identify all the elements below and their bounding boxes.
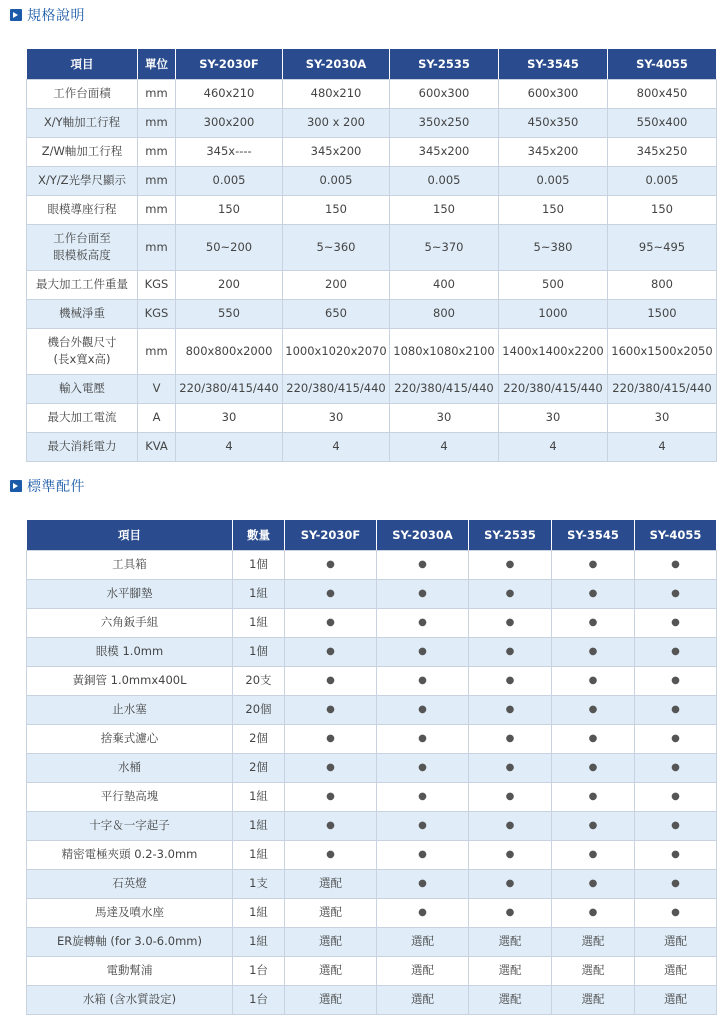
column-header: SY-4055 (635, 520, 717, 550)
spec-value-cell: 5~370 (390, 224, 499, 270)
spec-value-cell: 5~360 (283, 224, 390, 270)
column-header: SY-4055 (608, 49, 717, 79)
included-dot-icon: ● (552, 898, 635, 927)
included-dot-icon: ● (552, 666, 635, 695)
accessory-qty-cell: 1支 (233, 869, 285, 898)
table-row (27, 195, 717, 224)
accessory-item-cell: 黃銅管 1.0mmx400L (27, 666, 233, 695)
spec-value-cell: 350x250 (390, 108, 499, 137)
accessory-qty-cell: 1組 (233, 898, 285, 927)
spec-unit-cell: KGS (138, 299, 176, 328)
table-row (27, 724, 717, 753)
included-dot-icon: ● (552, 550, 635, 579)
accessory-qty-cell: 1組 (233, 927, 285, 956)
spec-unit-cell: mm (138, 166, 176, 195)
spec-value-cell: 150 (176, 195, 283, 224)
included-dot-icon: ● (469, 579, 552, 608)
accessory-item-cell: 水平腳墊 (27, 579, 233, 608)
included-dot-icon: ● (377, 811, 469, 840)
spec-value-cell: 4 (176, 432, 283, 461)
accessory-item-cell: 水箱 (含水質設定) (27, 985, 233, 1014)
included-dot-icon: ● (469, 666, 552, 695)
spec-item-cell (27, 108, 138, 137)
included-dot-icon: ● (377, 840, 469, 869)
included-dot-icon: ● (377, 869, 469, 898)
included-dot-icon: ● (552, 782, 635, 811)
spec-value-cell: 220/380/415/440 (176, 374, 283, 403)
included-dot-icon: ● (377, 782, 469, 811)
included-dot-icon: ● (635, 869, 717, 898)
spec-value-cell: 345x250 (608, 137, 717, 166)
spec-item-cell (27, 166, 138, 195)
spec-value-cell: 0.005 (390, 166, 499, 195)
spec-item-label: 機台外觀尺寸 (47, 335, 117, 349)
spec-unit-cell: mm (138, 108, 176, 137)
table-row (27, 579, 717, 608)
included-dot-icon: ● (552, 811, 635, 840)
accessory-item-cell: 平行墊高塊 (27, 782, 233, 811)
accessory-qty-cell: 2個 (233, 724, 285, 753)
included-dot-icon: ● (635, 840, 717, 869)
spec-item-cell (27, 328, 138, 374)
spec-item-cell (27, 270, 138, 299)
column-header: 項目 (27, 520, 233, 550)
accessory-item-cell: 石英燈 (27, 869, 233, 898)
accessory-qty-cell: 20支 (233, 666, 285, 695)
included-dot-icon: ● (285, 753, 377, 782)
included-dot-icon: ● (635, 695, 717, 724)
optional-label: 選配 (635, 985, 717, 1014)
spec-value-cell: 220/380/415/440 (283, 374, 390, 403)
spec-item-label: 工作台面積 (53, 86, 111, 100)
table-row (27, 985, 717, 1014)
spec-item-cell (27, 299, 138, 328)
included-dot-icon: ● (552, 695, 635, 724)
included-dot-icon: ● (469, 869, 552, 898)
included-dot-icon: ● (635, 724, 717, 753)
spec-value-cell: 220/380/415/440 (608, 374, 717, 403)
spec-value-cell: 4 (608, 432, 717, 461)
spec-value-cell: 345x200 (283, 137, 390, 166)
optional-label: 選配 (285, 869, 377, 898)
table-row (27, 898, 717, 927)
spec-item-label: 機械淨重 (59, 306, 105, 320)
included-dot-icon: ● (635, 811, 717, 840)
column-header: SY-3545 (499, 49, 608, 79)
spec-value-cell: 200 (176, 270, 283, 299)
accessory-item-cell: 馬達及噴水座 (27, 898, 233, 927)
spec-value-cell: 4 (499, 432, 608, 461)
spec-item-cell (27, 137, 138, 166)
spec-unit-cell: KGS (138, 270, 176, 299)
column-header: SY-2535 (390, 49, 499, 79)
included-dot-icon: ● (285, 782, 377, 811)
table-row (27, 666, 717, 695)
included-dot-icon: ● (285, 579, 377, 608)
spec-value-cell: 150 (390, 195, 499, 224)
table-row (27, 79, 717, 108)
column-header: 數量 (233, 520, 285, 550)
column-header: SY-2030A (377, 520, 469, 550)
optional-label: 選配 (552, 927, 635, 956)
optional-label: 選配 (552, 956, 635, 985)
spec-unit-cell: mm (138, 195, 176, 224)
optional-label: 選配 (285, 985, 377, 1014)
spec-item-label: 眼模導座行程 (47, 202, 117, 216)
spec-value-cell: 1000x1020x2070 (283, 328, 390, 374)
optional-label: 選配 (285, 927, 377, 956)
spec-value-cell: 4 (283, 432, 390, 461)
spec-unit-cell: mm (138, 328, 176, 374)
accessory-item-cell: 電動幫浦 (27, 956, 233, 985)
included-dot-icon: ● (469, 608, 552, 637)
accessory-qty-cell: 20個 (233, 695, 285, 724)
optional-label: 選配 (469, 927, 552, 956)
accessory-item-cell: 水桶 (27, 753, 233, 782)
accessory-qty-cell: 1個 (233, 550, 285, 579)
included-dot-icon: ● (552, 579, 635, 608)
accessory-qty-cell: 1組 (233, 811, 285, 840)
accessories-section-title: 標準配件 (10, 476, 85, 496)
included-dot-icon: ● (635, 666, 717, 695)
included-dot-icon: ● (635, 898, 717, 927)
included-dot-icon: ● (377, 753, 469, 782)
spec-item-label: 工作台面至 (53, 231, 111, 245)
included-dot-icon: ● (377, 695, 469, 724)
spec-value-cell: 95~495 (608, 224, 717, 270)
spec-table (26, 49, 717, 462)
included-dot-icon: ● (552, 753, 635, 782)
spec-value-cell: 1400x1400x2200 (499, 328, 608, 374)
included-dot-icon: ● (635, 550, 717, 579)
spec-item-cell (27, 195, 138, 224)
table-row (27, 403, 717, 432)
spec-value-cell: 0.005 (499, 166, 608, 195)
spec-value-cell: 200 (283, 270, 390, 299)
included-dot-icon: ● (469, 753, 552, 782)
spec-value-cell: 450x350 (499, 108, 608, 137)
spec-value-cell: 0.005 (176, 166, 283, 195)
accessories-header-row (27, 520, 717, 550)
optional-label: 選配 (285, 956, 377, 985)
included-dot-icon: ● (285, 666, 377, 695)
accessory-item-cell: ER旋轉軸 (for 3.0-6.0mm) (27, 927, 233, 956)
spec-value-cell: 220/380/415/440 (499, 374, 608, 403)
optional-label: 選配 (469, 956, 552, 985)
included-dot-icon: ● (552, 637, 635, 666)
spec-value-cell: 300x200 (176, 108, 283, 137)
spec-value-cell: 1500 (608, 299, 717, 328)
table-row (27, 299, 717, 328)
spec-item-label: 最大加工電流 (47, 410, 117, 424)
table-row (27, 753, 717, 782)
spec-item-cell (27, 79, 138, 108)
included-dot-icon: ● (635, 753, 717, 782)
spec-value-cell: 220/380/415/440 (390, 374, 499, 403)
spec-item-label: X/Y/Z光學尺顯示 (37, 173, 127, 187)
table-row (27, 927, 717, 956)
included-dot-icon: ● (377, 666, 469, 695)
spec-value-cell: 400 (390, 270, 499, 299)
included-dot-icon: ● (552, 724, 635, 753)
spec-item-label: 最大加工工件重量 (36, 277, 128, 291)
spec-value-cell: 650 (283, 299, 390, 328)
included-dot-icon: ● (377, 898, 469, 927)
optional-label: 選配 (285, 898, 377, 927)
spec-value-cell: 30 (390, 403, 499, 432)
accessory-qty-cell: 1組 (233, 608, 285, 637)
accessory-qty-cell: 1組 (233, 840, 285, 869)
spec-value-cell: 600x300 (499, 79, 608, 108)
included-dot-icon: ● (285, 608, 377, 637)
included-dot-icon: ● (469, 811, 552, 840)
included-dot-icon: ● (285, 840, 377, 869)
included-dot-icon: ● (552, 608, 635, 637)
included-dot-icon: ● (285, 637, 377, 666)
included-dot-icon: ● (635, 782, 717, 811)
column-header: SY-2030F (285, 520, 377, 550)
table-row (27, 695, 717, 724)
spec-section-title: 規格說明 (10, 5, 85, 25)
optional-label: 選配 (377, 927, 469, 956)
spec-item-label: 輸入電壓 (59, 381, 105, 395)
table-row (27, 869, 717, 898)
included-dot-icon: ● (377, 608, 469, 637)
included-dot-icon: ● (377, 724, 469, 753)
spec-value-cell: 480x210 (283, 79, 390, 108)
spec-value-cell: 30 (499, 403, 608, 432)
table-row (27, 270, 717, 299)
accessory-item-cell: 工具箱 (27, 550, 233, 579)
table-row (27, 637, 717, 666)
spec-item-label: (長x寬x高) (53, 352, 111, 366)
included-dot-icon: ● (377, 550, 469, 579)
spec-value-cell: 150 (499, 195, 608, 224)
included-dot-icon: ● (635, 579, 717, 608)
spec-value-cell: 5~380 (499, 224, 608, 270)
accessory-item-cell: 六角鈑手組 (27, 608, 233, 637)
included-dot-icon: ● (635, 608, 717, 637)
spec-unit-cell: mm (138, 224, 176, 270)
spec-item-label: X/Y軸加工行程 (43, 115, 121, 129)
included-dot-icon: ● (552, 840, 635, 869)
column-header: SY-2535 (469, 520, 552, 550)
spec-item-label: 眼模板高度 (53, 248, 111, 262)
accessory-qty-cell: 2個 (233, 753, 285, 782)
spec-value-cell: 600x300 (390, 79, 499, 108)
spec-value-cell: 800 (608, 270, 717, 299)
included-dot-icon: ● (469, 550, 552, 579)
spec-value-cell: 800 (390, 299, 499, 328)
spec-value-cell: 550 (176, 299, 283, 328)
optional-label: 選配 (469, 985, 552, 1014)
table-row (27, 328, 717, 374)
table-row (27, 224, 717, 270)
included-dot-icon: ● (552, 869, 635, 898)
included-dot-icon: ● (377, 637, 469, 666)
included-dot-icon: ● (469, 695, 552, 724)
spec-value-cell: 1080x1080x2100 (390, 328, 499, 374)
spec-header-row (27, 49, 717, 79)
included-dot-icon: ● (285, 724, 377, 753)
column-header: 單位 (138, 49, 176, 79)
included-dot-icon: ● (285, 550, 377, 579)
spec-value-cell: 550x400 (608, 108, 717, 137)
accessory-qty-cell: 1台 (233, 956, 285, 985)
spec-unit-cell: mm (138, 79, 176, 108)
table-row (27, 840, 717, 869)
arrow-square-icon (10, 9, 22, 21)
spec-item-cell (27, 224, 138, 270)
spec-item-cell (27, 403, 138, 432)
column-header: SY-3545 (552, 520, 635, 550)
table-row (27, 550, 717, 579)
spec-value-cell: 460x210 (176, 79, 283, 108)
spec-value-cell: 800x800x2000 (176, 328, 283, 374)
optional-label: 選配 (377, 956, 469, 985)
table-row (27, 137, 717, 166)
arrow-square-icon (10, 480, 22, 492)
spec-value-cell: 150 (283, 195, 390, 224)
accessory-item-cell: 十字＆一字起子 (27, 811, 233, 840)
accessory-item-cell: 眼模 1.0mm (27, 637, 233, 666)
spec-value-cell: 0.005 (283, 166, 390, 195)
table-row (27, 374, 717, 403)
spec-value-cell: 1000 (499, 299, 608, 328)
accessories-table (26, 520, 717, 1015)
spec-value-cell: 50~200 (176, 224, 283, 270)
included-dot-icon: ● (377, 579, 469, 608)
included-dot-icon: ● (285, 811, 377, 840)
spec-value-cell: 300 x 200 (283, 108, 390, 137)
spec-unit-cell: V (138, 374, 176, 403)
spec-value-cell: 345x200 (390, 137, 499, 166)
included-dot-icon: ● (469, 898, 552, 927)
spec-item-label: Z/W軸加工行程 (41, 144, 123, 158)
accessory-qty-cell: 1台 (233, 985, 285, 1014)
spec-value-cell: 500 (499, 270, 608, 299)
table-row (27, 432, 717, 461)
spec-unit-cell: KVA (138, 432, 176, 461)
spec-value-cell: 800x450 (608, 79, 717, 108)
table-row (27, 608, 717, 637)
spec-value-cell: 30 (608, 403, 717, 432)
spec-value-cell: 30 (176, 403, 283, 432)
spec-item-cell (27, 432, 138, 461)
table-row (27, 166, 717, 195)
accessory-qty-cell: 1組 (233, 579, 285, 608)
spec-value-cell: 1600x1500x2050 (608, 328, 717, 374)
accessory-qty-cell: 1個 (233, 637, 285, 666)
accessory-item-cell: 精密電極夾頭 0.2-3.0mm (27, 840, 233, 869)
included-dot-icon: ● (469, 840, 552, 869)
accessory-qty-cell: 1組 (233, 782, 285, 811)
spec-value-cell: 30 (283, 403, 390, 432)
column-header: 項目 (27, 49, 138, 79)
column-header: SY-2030A (283, 49, 390, 79)
spec-unit-cell: mm (138, 137, 176, 166)
optional-label: 選配 (377, 985, 469, 1014)
included-dot-icon: ● (635, 637, 717, 666)
spec-item-cell (27, 374, 138, 403)
spec-item-label: 最大消耗電力 (47, 439, 117, 453)
spec-unit-cell: A (138, 403, 176, 432)
included-dot-icon: ● (469, 724, 552, 753)
spec-value-cell: 345x---- (176, 137, 283, 166)
spec-value-cell: 0.005 (608, 166, 717, 195)
accessory-item-cell: 止水塞 (27, 695, 233, 724)
table-row (27, 782, 717, 811)
included-dot-icon: ● (285, 695, 377, 724)
spec-value-cell: 4 (390, 432, 499, 461)
optional-label: 選配 (635, 927, 717, 956)
spec-value-cell: 345x200 (499, 137, 608, 166)
spec-value-cell: 150 (608, 195, 717, 224)
included-dot-icon: ● (469, 637, 552, 666)
table-row (27, 108, 717, 137)
table-row (27, 811, 717, 840)
table-row (27, 956, 717, 985)
accessory-item-cell: 捨棄式濾心 (27, 724, 233, 753)
optional-label: 選配 (635, 956, 717, 985)
column-header: SY-2030F (176, 49, 283, 79)
optional-label: 選配 (552, 985, 635, 1014)
included-dot-icon: ● (469, 782, 552, 811)
